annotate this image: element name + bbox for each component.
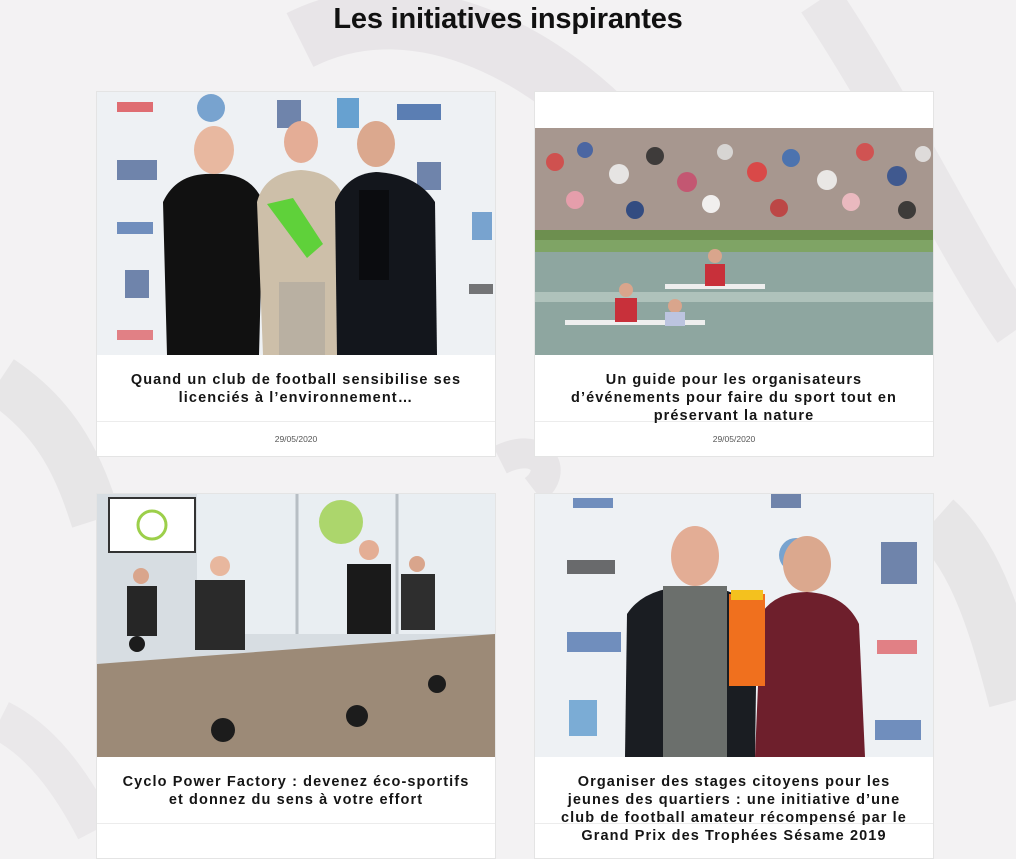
card-title[interactable]: Quand un club de football sensibilise ses licenciés à l’environnement… xyxy=(130,372,462,406)
initiative-card[interactable] xyxy=(534,493,934,859)
award-ceremony-photo-icon[interactable] xyxy=(535,494,933,757)
award-ceremony-photo-icon[interactable] xyxy=(97,92,495,355)
card-date: 29/05/2020 xyxy=(535,421,933,456)
card-title[interactable]: Cyclo Power Factory : devenez éco-sportifs et donnez du sens à votre effort xyxy=(122,774,470,808)
page-title: Les initiatives inspirantes xyxy=(333,3,683,35)
initiative-card[interactable] xyxy=(96,91,496,457)
initiative-card[interactable] xyxy=(96,493,496,859)
card-date: 29/05/2020 xyxy=(97,421,495,456)
initiative-card[interactable] xyxy=(534,91,934,457)
card-title[interactable]: Organiser des stages citoyens pour les jeunes des quartiers : une initiative d’une club de football amateur récompensé par le Grand Prix des Trophées Sésame 2019 xyxy=(561,774,907,844)
card-title[interactable]: Un guide pour les organisateurs d’événements pour faire du sport tout en préservant la nature xyxy=(571,372,897,424)
indoor-cycling-photo-icon[interactable] xyxy=(97,494,495,757)
card-date xyxy=(97,823,495,858)
rowing-race-photo-icon[interactable] xyxy=(535,92,933,355)
